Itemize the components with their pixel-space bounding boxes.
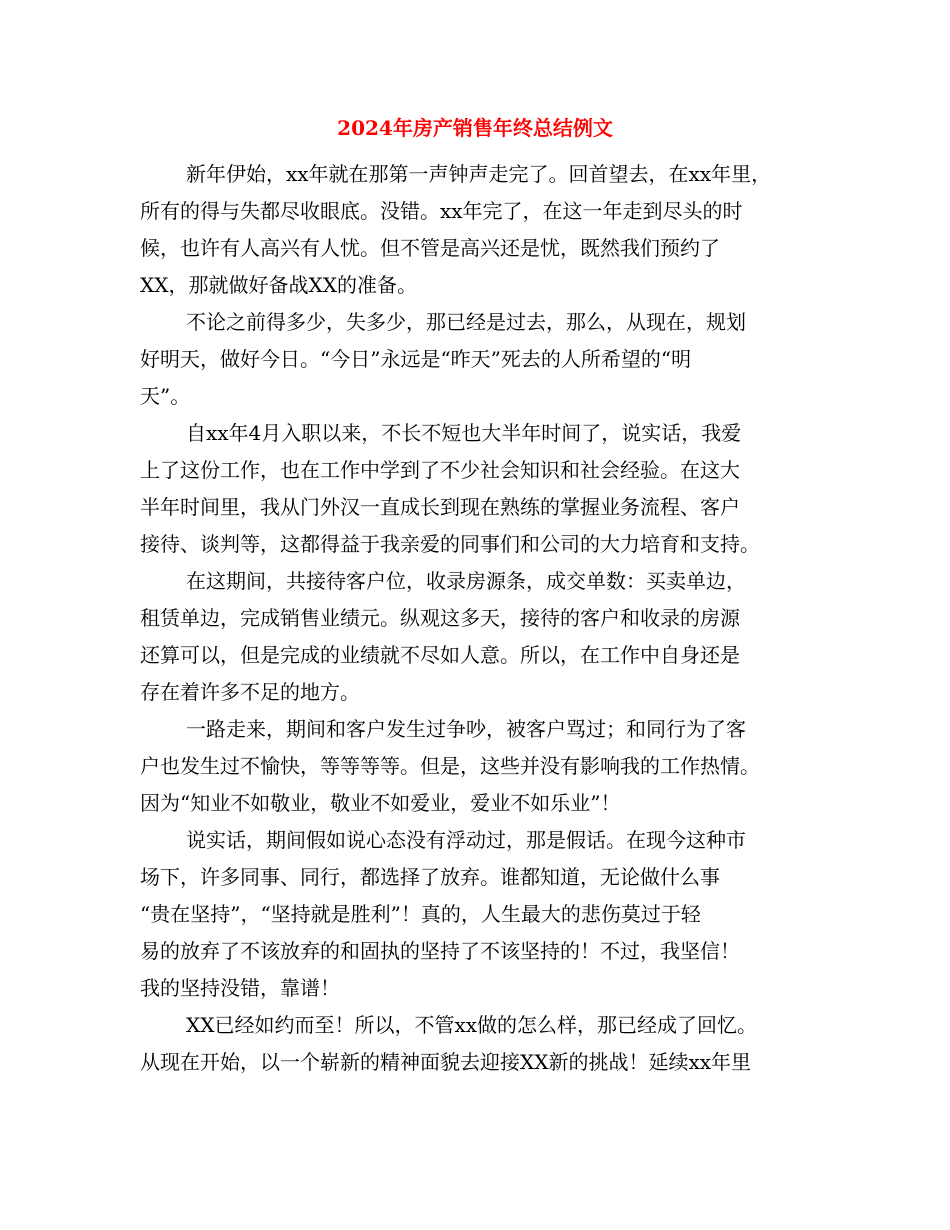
paragraph-line: 户也发生过不愉快，等等等等。但是，这些并没有影响我的工作热情。: [140, 754, 760, 778]
paragraph-line: 半年时间里，我从门外汉一直成长到现在熟练的掌握业务流程、客户: [140, 495, 740, 519]
paragraph: [140, 822, 830, 1007]
paragraph-line: 存在着许多不足的地方。: [140, 680, 360, 704]
document-body: [140, 156, 830, 1081]
paragraph-line: 从现在开始，以一个崭新的精神面貌去迎接XX新的挑战！延续xx年里: [140, 1050, 752, 1074]
paragraph-line: 天”。: [140, 384, 191, 408]
paragraph: [140, 1007, 830, 1081]
paragraph-line: XX已经如约而至！所以，不管xx做的怎么样，那已经成了回忆。: [186, 1013, 758, 1037]
paragraph-line: 一路走来，期间和客户发生过争吵，被客户骂过；和同行为了客: [186, 717, 746, 741]
paragraph-line: 候，也许有人高兴有人忧。但不管是高兴还是忧，既然我们预约了: [140, 236, 720, 260]
paragraph-line: 好明天，做好今日。“今日”永远是“昨天”死去的人所希望的“明: [140, 347, 692, 371]
paragraph-line: 我的坚持没错，靠谱！: [140, 976, 340, 1000]
paragraph: [140, 156, 830, 304]
paragraph-line: 自xx年4月入职以来，不长不短也大半年时间了，说实话，我爱: [186, 421, 742, 445]
paragraph-line: 上了这份工作，也在工作中学到了不少社会知识和社会经验。在这大: [140, 458, 740, 482]
paragraph-line: 新年伊始，xx年就在那第一声钟声走完了。回首望去，在xx年里，: [186, 162, 772, 186]
paragraph-line: 所有的得与失都尽收眼底。没错。xx年完了，在这一年走到尽头的时: [140, 199, 743, 223]
paragraph-line: “贵在坚持”，“坚持就是胜利”！真的，人生最大的悲伤莫过于轻: [140, 902, 701, 926]
paragraph-line: 因为“知业不如敬业，敬业不如爱业，爱业不如乐业”！: [140, 791, 621, 815]
paragraph-line: 不论之前得多少，失多少，那已经是过去，那么，从现在，规划: [186, 310, 746, 334]
paragraph-line: XX，那就做好备战XX的准备。: [140, 273, 417, 297]
paragraph: [140, 415, 830, 563]
paragraph-line: 租赁单边，完成销售业绩元。纵观这多天，接待的客户和收录的房源: [140, 606, 740, 630]
document-title: 2024年房产销售年终总结例文: [337, 116, 613, 140]
paragraph-line: 易的放弃了不该放弃的和固执的坚持了不该坚持的！不过，我坚信！: [140, 939, 740, 963]
paragraph: [140, 563, 830, 711]
paragraph: [140, 711, 830, 822]
paragraph-line: 场下，许多同事、同行，都选择了放弃。谁都知道，无论做什么事: [140, 865, 720, 889]
paragraph-line: 说实话，期间假如说心态没有浮动过，那是假话。在现今这种市: [186, 828, 746, 852]
paragraph-line: 还算可以，但是完成的业绩就不尽如人意。所以，在工作中自身还是: [140, 643, 740, 667]
paragraph: [140, 304, 830, 415]
paragraph-line: 在这期间，共接待客户位，收录房源条，成交单数：买卖单边，: [186, 569, 746, 593]
paragraph-line: 接待、谈判等，这都得益于我亲爱的同事们和公司的大力培育和支持。: [140, 532, 760, 556]
